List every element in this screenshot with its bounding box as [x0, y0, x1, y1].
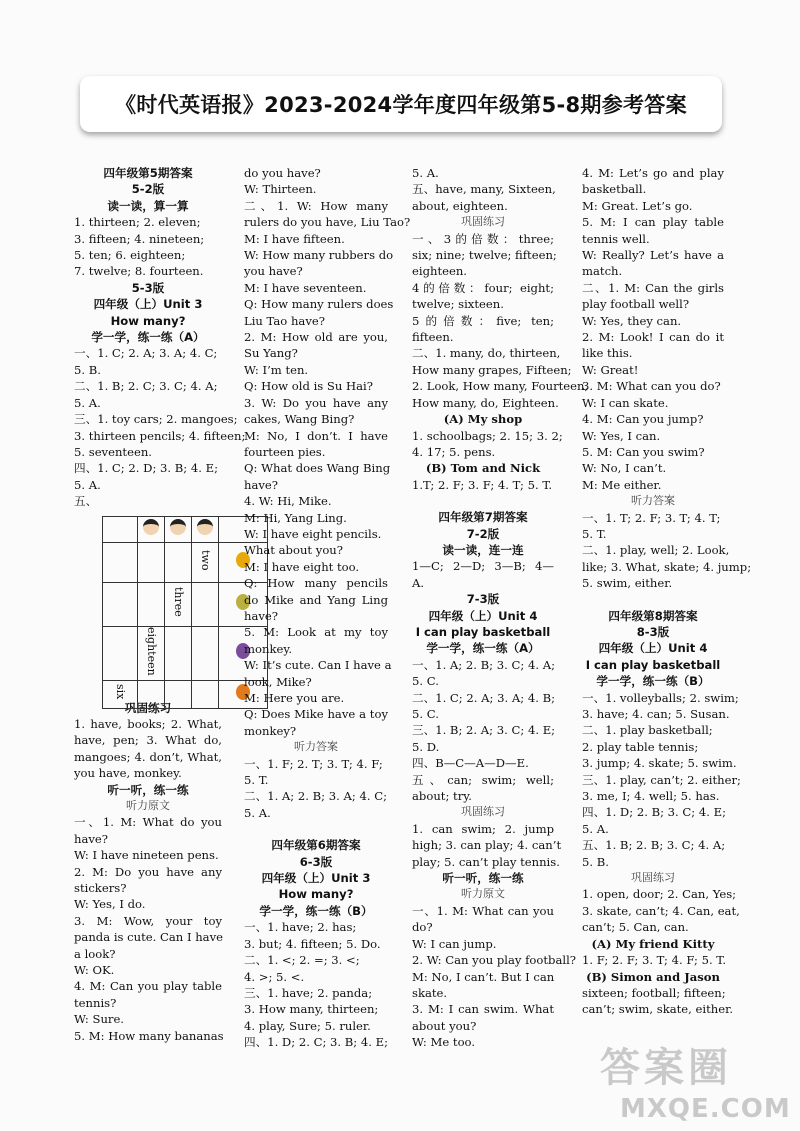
answer-line: W: OK.	[74, 963, 115, 978]
answer-line: W: I have eight pencils.	[244, 526, 382, 541]
answer-line: Su Yang?	[244, 346, 298, 361]
answer-line: 5. swim, either.	[582, 576, 673, 591]
section-heading: 6-3版	[299, 854, 333, 869]
column-4	[582, 165, 752, 1018]
answer-line: 一、1. C; 2. A; 3. A; 4. C;	[74, 346, 218, 361]
answer-line: 5. M: I can play table	[582, 215, 724, 230]
child-face-icon	[143, 519, 159, 535]
section-heading: 学一学，练一练（A）	[91, 330, 205, 345]
answer-line: play football well?	[582, 297, 690, 312]
answer-line: about; try.	[412, 789, 472, 804]
grid-word: six	[114, 684, 128, 700]
unit-heading: 四年级（上）Unit 4	[428, 608, 538, 623]
section-heading: 巩固练习	[631, 871, 675, 885]
answer-line: 5. ten; 6. eighteen;	[74, 248, 186, 263]
column-3	[412, 165, 589, 1051]
answer-line: 3. jump; 4. skate; 5. swim.	[582, 756, 737, 771]
answer-line: 3. have; 4. can; 5. Susan.	[582, 707, 730, 721]
answer-line: M: Me either.	[582, 477, 662, 492]
answer-line: 四、1. D; 2. B; 3. C; 4. E;	[582, 805, 727, 820]
unit-subtitle: How many?	[278, 887, 354, 902]
answer-line: W: I can skate.	[582, 395, 669, 410]
answer-line: 4. play, Sure; 5. ruler.	[244, 1018, 371, 1033]
answer-line: 1—C; 2—D; 3—B; 4—	[412, 559, 554, 574]
section-heading: 听力答案	[294, 740, 338, 754]
section-heading: 听力答案	[631, 494, 675, 508]
answer-line: eighteen.	[412, 264, 467, 279]
child-face-icon	[197, 519, 213, 535]
answer-line: W: Yes, I can.	[582, 428, 661, 443]
watermark-logo	[560, 1030, 800, 1131]
answer-line: 二、1. A; 2. B; 3. A; 4. C;	[244, 789, 387, 804]
answer-line: 5. C.	[412, 707, 439, 721]
issue-heading: 四年级第6期答案	[271, 838, 361, 853]
answer-line: 二、1. many, do, thirteen,	[412, 346, 561, 361]
answer-line: 2. play table tennis;	[582, 739, 699, 754]
answer-line: 3. fifteen; 4. nineteen;	[74, 231, 205, 246]
answer-line: W: Really? Let’s have a	[582, 248, 724, 263]
answer-line: 5的倍数：five; ten;	[412, 313, 554, 328]
answer-line: match.	[582, 264, 623, 279]
answer-line: M: No, I don’t. I have	[244, 428, 388, 443]
answer-line: 1. can swim; 2. jump	[412, 821, 554, 836]
answer-line: 一、1. have; 2. has;	[244, 920, 357, 935]
answer-line: stickers?	[74, 881, 127, 895]
answer-line: you have, monkey.	[74, 766, 182, 781]
answer-line: 3. M: I can swim. What	[412, 1002, 554, 1017]
answer-line: W: It’s cute. Can I have a	[244, 658, 392, 673]
answer-line: 一、1. volleyballs; 2. swim;	[582, 690, 739, 705]
passage-heading: (B) Simon and Jason	[586, 969, 720, 984]
section-heading: 听力原文	[126, 798, 170, 812]
answer-line: monkey.	[244, 641, 293, 656]
answer-line: 五、can; swim; well;	[412, 772, 554, 787]
answer-line: do Mike and Yang Ling	[244, 592, 388, 607]
answer-line: How many grapes, Fifteen;	[412, 362, 572, 377]
answer-line: 3. me, I; 4. well; 5. has.	[582, 789, 720, 804]
answer-line: 5. D.	[412, 739, 440, 754]
unit-heading: 四年级（上）Unit 3	[261, 871, 371, 886]
answer-line: 4. >; 5. <.	[244, 969, 305, 984]
answer-line: 5. B.	[74, 362, 101, 377]
section-heading: 7-2版	[466, 526, 500, 541]
answer-line: skate.	[412, 985, 448, 1000]
watermark-text: 答案圈	[600, 1045, 732, 1091]
answer-line: 5. A.	[412, 166, 439, 180]
answer-line: 5. B.	[582, 854, 609, 869]
section-heading: 5-3版	[131, 280, 165, 295]
answer-line: 2. M: Look! I can do it	[582, 330, 724, 345]
answer-line: have, pen; 3. What do,	[74, 733, 222, 748]
passage-heading: (A) My shop	[443, 412, 523, 427]
answer-line: you have?	[244, 264, 303, 279]
answer-line: W: Yes, I do.	[74, 897, 146, 912]
grid-word: eighteen	[145, 626, 159, 676]
answer-line: 3. W: Do you have any	[244, 395, 388, 410]
unit-heading: 四年级（上）Unit 4	[598, 641, 708, 656]
answer-line: 1. schoolbags; 2. 15; 3. 2;	[412, 428, 563, 443]
answer-line: 4的倍数：four; eight;	[412, 280, 554, 295]
answer-line: 一、1. F; 2. T; 3. T; 4. F;	[244, 756, 383, 771]
answer-line: 5. A.	[244, 805, 271, 820]
answer-line: What about you?	[244, 543, 343, 558]
answer-line: 1. thirteen; 2. eleven;	[74, 215, 201, 230]
passage-heading: (B) Tom and Nick	[425, 461, 541, 476]
answer-line: tennis?	[74, 995, 117, 1010]
section-heading: 7-3版	[466, 592, 500, 607]
answer-line: 2. M: Do you have any	[74, 864, 222, 879]
answer-line: 一、1. A; 2. B; 3. C; 4. A;	[412, 657, 555, 672]
unit-subtitle: How many?	[110, 313, 186, 328]
grid-word: two	[199, 549, 213, 571]
answer-line: 二、1. W: How many	[244, 198, 388, 213]
section-heading: 听一听，练一练	[442, 871, 524, 886]
answer-line: 五、	[74, 494, 98, 509]
passage-heading: (A) My friend Kitty	[591, 936, 715, 951]
answer-line: M: Here you are.	[244, 691, 345, 705]
answer-line: 四、1. C; 2. D; 3. B; 4. E;	[74, 461, 219, 476]
answer-line: 2. M: How old are you,	[244, 330, 388, 345]
answer-line: M: No, I can’t. But I can	[412, 969, 555, 984]
answer-line: 1.T; 2. F; 3. F; 4. T; 5. T.	[412, 477, 553, 492]
answer-line: twelve; sixteen.	[412, 297, 504, 312]
answer-line: 5. A.	[74, 395, 101, 410]
section-heading: 8-3版	[636, 624, 670, 639]
answer-line: M: I have eight too.	[244, 559, 360, 574]
answer-line: W: Thirteen.	[244, 182, 317, 197]
answer-grid-figure	[74, 510, 222, 700]
answer-line: 3. thirteen pencils; 4. fifteen;	[74, 428, 246, 443]
answer-line: Q: How many rulers does	[244, 297, 394, 312]
answer-line: 5. T.	[244, 773, 269, 788]
answer-line: 二、1. M: Can the girls	[582, 280, 724, 295]
answer-line: Liu Tao have?	[244, 313, 325, 328]
answer-line: like this.	[582, 346, 633, 361]
answer-line: can’t; swim, skate, either.	[582, 1002, 734, 1017]
section-heading: 读一读，算一算	[107, 198, 189, 213]
answer-line: like; 3. What, skate; 4. jump;	[582, 559, 752, 574]
unit-subtitle: I can play basketball	[585, 657, 721, 672]
answer-line: sixteen; football; fifteen;	[582, 985, 726, 1000]
answer-line: look, Mike?	[244, 674, 312, 689]
answer-line: 3. M: What can you do?	[582, 379, 721, 394]
answer-line: 三、1. play, can’t; 2. either;	[582, 772, 741, 787]
answer-line: 一、1. M: What do you	[74, 815, 222, 830]
answer-line: have?	[244, 608, 279, 623]
answer-line: How many, do, Eighteen.	[412, 395, 559, 410]
answer-line: 5. C.	[412, 674, 439, 689]
issue-heading: 四年级第7期答案	[438, 510, 528, 525]
answer-line: 4. W: Hi, Mike.	[244, 494, 332, 509]
answer-line: 4. M: Let’s go and play	[582, 166, 724, 180]
answer-line: have?	[74, 831, 109, 846]
answer-line: 四、1. D; 2. C; 3. B; 4. E;	[244, 1035, 389, 1050]
answer-line: mangoes; 4. don’t, What,	[74, 749, 222, 764]
column-2	[244, 165, 411, 1051]
answer-line: 5. M: How many bananas	[74, 1028, 224, 1043]
answer-line: fifteen.	[412, 330, 454, 345]
answer-line: M: Great. Let’s go.	[582, 198, 693, 213]
answer-line: about, eighteen.	[412, 198, 508, 213]
answer-line: 三、1. toy cars; 2. mangoes;	[74, 412, 238, 427]
answer-line: 5. A.	[74, 477, 101, 492]
answer-line: W: Me too.	[412, 1035, 476, 1050]
answer-line: W: No, I can’t.	[582, 461, 667, 476]
section-heading: 读一读，连一连	[442, 542, 524, 557]
section-heading: 巩固练习	[461, 805, 505, 819]
answer-line: 一、1. M: What can you	[412, 903, 554, 918]
answer-line: 7. twelve; 8. fourteen.	[74, 264, 204, 279]
issue-heading: 四年级第8期答案	[608, 608, 698, 623]
answer-line: 3. but; 4. fifteen; 5. Do.	[244, 936, 381, 951]
issue-heading: 四年级第5期答案	[103, 166, 193, 180]
answer-line: Q: How old is Su Hai?	[244, 379, 373, 394]
answer-line: 4. M: Can you play table	[74, 979, 222, 994]
section-heading: 听力原文	[461, 887, 505, 901]
answer-line: 2. Look, How many, Fourteen,	[412, 379, 589, 394]
answer-line: do you have?	[244, 166, 321, 180]
section-heading: 学一学，练一练（B）	[596, 674, 710, 689]
answer-line: 四、B—C—A—D—E.	[412, 756, 529, 771]
answer-line: W: Sure.	[74, 1012, 124, 1027]
answer-line: W: Great!	[582, 362, 639, 377]
answer-line: M: Hi, Yang Ling.	[244, 510, 347, 525]
answer-line: Q: How many pencils	[244, 576, 388, 591]
section-heading: 巩固练习	[461, 215, 505, 229]
answer-line: have?	[244, 477, 279, 492]
section-heading: 听一听，练一练	[107, 782, 189, 797]
answer-line: panda is cute. Can I have	[74, 930, 224, 945]
answer-line: tennis well.	[582, 231, 650, 246]
answer-line: 二、1. play, well; 2. Look,	[582, 543, 730, 558]
answer-line: do?	[412, 920, 433, 935]
answer-line: W: I can jump.	[412, 936, 497, 951]
answer-line: can’t; 5. Can, can.	[582, 920, 689, 935]
column-1	[74, 165, 246, 1044]
answer-line: 三、1. B; 2. A; 3. C; 4. E;	[412, 723, 556, 738]
answer-line: play; 5. can’t play tennis.	[412, 854, 560, 869]
answer-line: 1. open, door; 2. Can, Yes;	[582, 887, 737, 902]
answer-line: 3. skate, can’t; 4. Can, eat,	[582, 903, 740, 918]
watermark-url: MXQE.COM	[620, 1094, 791, 1124]
answer-line: 二、1. play basketball;	[582, 723, 713, 738]
answer-line: W: Yes, they can.	[582, 313, 682, 328]
answer-line: 5. M: Can you swim?	[582, 444, 705, 459]
answer-line: 4. 17; 5. pens.	[412, 444, 496, 459]
page-title: 《时代英语报》2023-2024学年度四年级第5-8期参考答案	[80, 76, 722, 132]
answer-line: 5. seventeen.	[74, 444, 152, 459]
section-heading: 5-2版	[131, 182, 165, 197]
child-face-icon	[170, 519, 186, 535]
answer-line: about you?	[412, 1018, 477, 1033]
section-heading: 学一学，练一练（A）	[426, 641, 540, 656]
answer-line: 二、1. <; 2. =; 3. <;	[244, 953, 360, 968]
answer-line: 4. M: Can you jump?	[582, 412, 704, 427]
answer-line: rulers do you have, Liu Tao?	[244, 215, 411, 230]
answer-line: 二、1. C; 2. A; 3. A; 4. B;	[412, 690, 555, 705]
unit-heading: 四年级（上）Unit 3	[93, 297, 203, 312]
answer-line: 3. M: Wow, your toy	[74, 913, 222, 928]
answer-line: 1. F; 2. F; 3. T; 4. F; 5. T.	[582, 953, 727, 968]
answer-line: 1. have, books; 2. What,	[74, 716, 222, 731]
answer-line: a look?	[74, 946, 116, 961]
answer-line: 五、have, many, Sixteen,	[412, 182, 556, 197]
answer-line: 一、1. T; 2. F; 3. T; 4. T;	[582, 510, 721, 525]
answer-line: 5. A.	[582, 821, 609, 836]
answer-line: basketball.	[582, 182, 647, 197]
answer-line: M: I have seventeen.	[244, 280, 367, 295]
answer-line: 5. T.	[582, 526, 607, 541]
answer-line: fourteen pies.	[244, 444, 326, 459]
answer-line: W: I have nineteen pens.	[74, 848, 219, 863]
section-heading: 巩固练习	[124, 700, 172, 715]
answer-line: W: How many rubbers do	[244, 248, 394, 263]
answer-line: 2. W: Can you play football?	[412, 953, 577, 968]
answer-line: Q: What does Wang Bing	[244, 461, 391, 476]
answer-line: Q: Does Mike have a toy	[244, 707, 388, 722]
answer-line: cakes, Wang Bing?	[244, 412, 355, 427]
answer-line: high; 3. can play; 4. can’t	[412, 838, 562, 853]
answer-line: 三、1. have; 2. panda;	[244, 985, 373, 1000]
answer-line: 二、1. B; 2. C; 3. C; 4. A;	[74, 379, 218, 394]
section-heading: 学一学，练一练（B）	[259, 903, 373, 918]
answer-line: 五、1. B; 2. B; 3. C; 4. A;	[582, 838, 726, 853]
grid-word: three	[172, 586, 186, 617]
unit-subtitle: I can play basketball	[415, 624, 551, 639]
answer-line: six; nine; twelve; fifteen;	[412, 248, 557, 263]
answer-line: A.	[412, 575, 425, 590]
answer-line: 3. How many, thirteen;	[244, 1002, 379, 1017]
answer-line: 5. M: Look at my toy	[244, 625, 388, 640]
answer-line: 一、3的倍数：three;	[412, 231, 554, 246]
answer-line: monkey?	[244, 723, 297, 738]
answer-line: W: I’m ten.	[244, 362, 309, 377]
answer-line: M: I have fifteen.	[244, 231, 345, 246]
